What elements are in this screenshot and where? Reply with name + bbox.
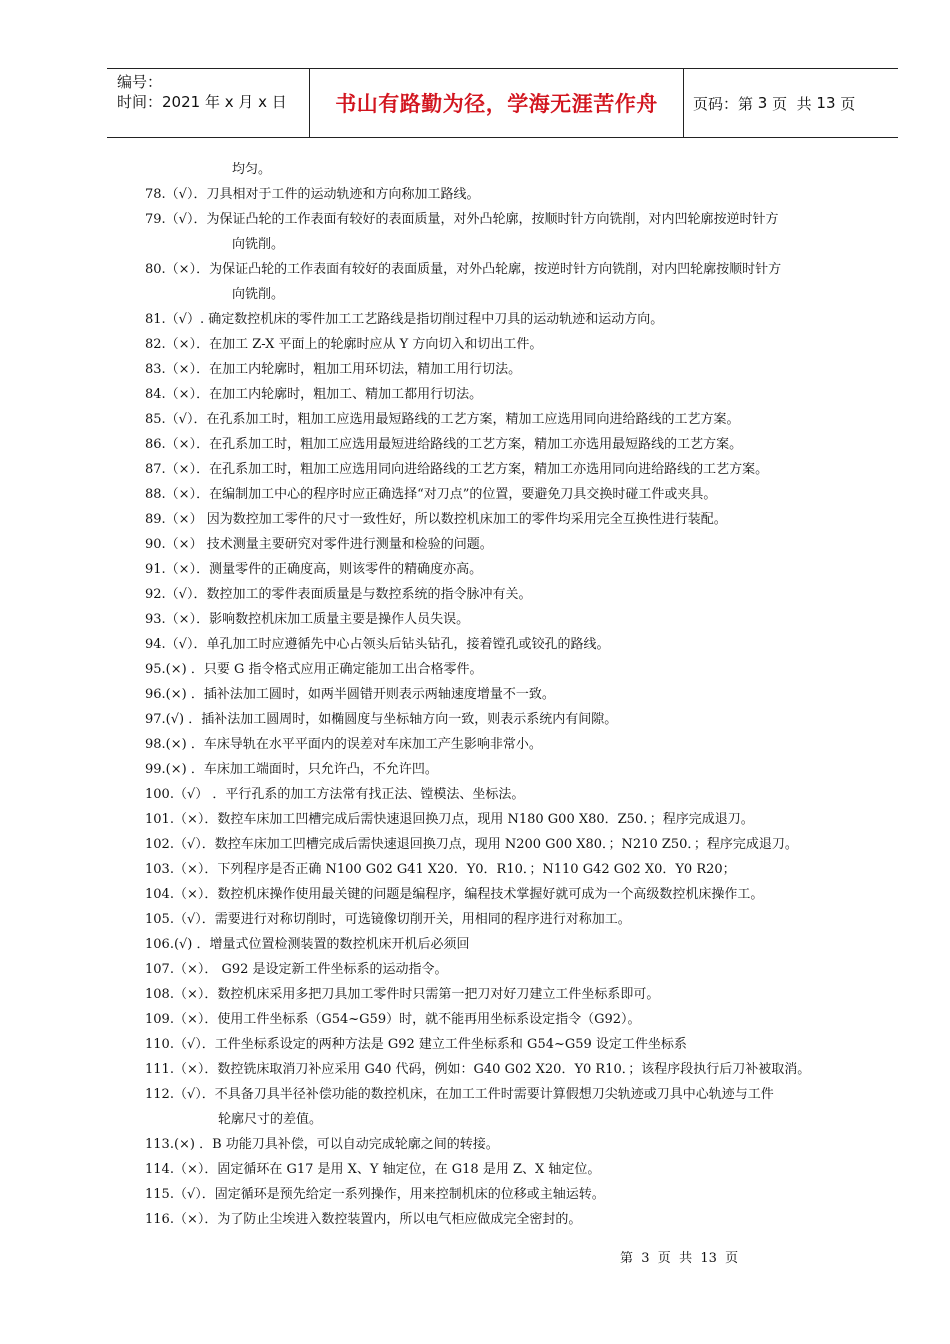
question-item: 114.（×）．固定循环在 G17 是用 X、Y 轴定位，在 G18 是用 Z、X 轴定位。 — [145, 1162, 601, 1177]
question-item: 100.（√） ．平行孔系的加工方法常有找正法、镗模法、坐标法。 — [145, 787, 525, 802]
page-prefix: 页码：第 — [693, 94, 758, 113]
question-item: 109.（×）．使用工件坐标系（G54~G59）时，就不能再用坐标系设定指令（G92）。 — [145, 1012, 641, 1027]
question-item: 115.（√）．固定循环是预先给定一系列操作，用来控制机床的位移或主轴运转。 — [145, 1187, 605, 1202]
continuation-line: 向铣削。 — [232, 237, 285, 252]
question-item: 80.（×）．为保证凸轮的工作表面有较好的表面质量，对外凸轮廓，按逆时针方向铣削，对内凹轮廓按顺时针方 — [145, 262, 782, 277]
question-item: 96.(×) ．插补法加工圆时，如两半圆错开则表示两轴速度增量不一致。 — [145, 687, 555, 702]
page-header — [107, 68, 898, 138]
question-item: 101.（×）．数控车床加工凹槽完成后需快速退回换刀点，现用 N180 G00 X80．Z50．；程序完成退刀。 — [145, 812, 754, 827]
question-item: 81.（√）. 确定数控机床的零件加工工艺路线是指切削过程中刀具的运动轨迹和运动方向。 — [145, 312, 664, 327]
question-item: 78.（√）．刀具相对于工件的运动轨迹和方向称加工路线。 — [145, 187, 480, 202]
question-item: 90.（×） 技术测量主要研究对零件进行测量和检验的问题。 — [145, 537, 493, 552]
question-item: 106.(√) ．增量式位置检测装置的数控机床开机后必须回 — [145, 937, 470, 952]
question-item: 105.（√）．需要进行对称切削时，可选镜像切削开关，用相同的程序进行对称加工。 — [145, 912, 631, 927]
question-item: 98.(×) ．车床导轨在水平平面内的误差对车床加工产生影响非常小。 — [145, 737, 542, 752]
page-current: 3 — [757, 94, 768, 112]
question-item: 85.（√）．在孔系加工时，粗加工应选用最短路线的工艺方案，精加工应选用同向进给路线的工艺方案。 — [145, 412, 740, 427]
question-item: 108.（×）．数控机床采用多把刀具加工零件时只需第一把刀对好刀建立工件坐标系即可。 — [145, 987, 660, 1002]
question-item: 79.（√）．为保证凸轮的工作表面有较好的表面质量，对外凸轮廓，按顺时针方向铣削，对内凹轮廓按逆时针方 — [145, 212, 779, 227]
header-motto: 书山有路勤为径，学海无涯苦作舟 — [310, 69, 684, 137]
question-item: 95.(×) ．只要 G 指令格式应用正确定能加工出合格零件。 — [145, 662, 483, 677]
question-item: 91.（×）．测量零件的正确度高，则该零件的精确度亦高。 — [145, 562, 483, 577]
question-item: 116.（×）．为了防止尘埃进入数控装置内，所以电气柜应做成完全密封的。 — [145, 1212, 582, 1227]
question-item: 84.（×）．在加工内轮廓时，粗加工、精加工都用行切法。 — [145, 387, 483, 402]
page-footer: 第 3 页 共 13 页 — [620, 1251, 739, 1266]
question-item: 83.（×）．在加工内轮廓时，粗加工用环切法，精加工用行切法。 — [145, 362, 522, 377]
question-item: 93.（×）．影响数控机床加工质量主要是操作人员失误。 — [145, 612, 470, 627]
question-item: 107.（×）． G92 是设定新工件坐标系的运动指令。 — [145, 962, 448, 977]
question-item: 104.（×）．数控机床操作使用最关键的问题是编程序，编程技术掌握好就可成为一个高级数控机床操作工。 — [145, 887, 764, 902]
question-item: 87.（×）．在孔系加工时，粗加工应选用同向进给路线的工艺方案，精加工亦选用同向进给路线的工艺方案。 — [145, 462, 769, 477]
question-item: 89.（×） 因为数控加工零件的尺寸一致性好，所以数控机床加工的零件均采用完全互换性进行装配。 — [145, 512, 727, 527]
page-total: 13 — [816, 94, 836, 112]
question-item: 97.(√) ．插补法加工圆周时，如椭圆度与坐标轴方向一致，则表示系统内有间隙。 — [145, 712, 618, 727]
document-number-label: 编号： — [117, 73, 163, 91]
question-item: 113.(×) ．B 功能刀具补偿，可以自动完成轮廓之间的转接。 — [145, 1137, 499, 1152]
question-item: 86.（×）．在孔系加工时，粗加工应选用最短进给路线的工艺方案，精加工亦选用最短路线的工艺方案。 — [145, 437, 743, 452]
header-meta — [107, 69, 310, 137]
question-item: 88.（×）．在编制加工中心的程序时应正确选择“对刀点”的位置，要避免刀具交换时碰工件或夹具。 — [145, 487, 717, 502]
continuation-line: 向铣削。 — [232, 287, 285, 302]
question-item: 92.（√）．数控加工的零件表面质量是与数控系统的指令脉冲有关。 — [145, 587, 532, 602]
continuation-line: 均匀。 — [232, 162, 272, 177]
continuation-line: 轮廓尺寸的差值。 — [218, 1112, 323, 1127]
document-time-label: 时间：2021 年 x 月 x 日 — [117, 93, 287, 111]
question-item: 102.（√）．数控车床加工凹槽完成后需快速退回换刀点，现用 N200 G00 X80．；N210 Z50．；程序完成退刀。 — [145, 837, 798, 852]
question-item: 103.（×）．下列程序是否正确 N100 G02 G41 X20．Y0．R10．；N110 G42 G02 X0．Y0 R20； — [145, 862, 736, 877]
question-item: 110.（√）．工件坐标系设定的两种方法是 G92 建立工件坐标系和 G54~G59 设定工件坐标系 — [145, 1037, 687, 1052]
question-item: 82.（×）．在加工 Z-X 平面上的轮廓时应从 Y 方向切入和切出工件。 — [145, 337, 543, 352]
header-page-info — [684, 69, 898, 137]
page-mid: 页 共 — [767, 94, 817, 113]
question-item: 112.（√）．不具备刀具半径补偿功能的数控机床，在加工工件时需要计算假想刀尖轨迹或刀具中心轨迹与工件 — [145, 1087, 774, 1102]
page-suffix: 页 — [835, 94, 856, 113]
question-item: 94.（√）．单孔加工时应遵循先中心占领头后钻头钻孔，接着镗孔或铰孔的路线。 — [145, 637, 610, 652]
question-item: 99.(×) ．车床加工端面时，只允许凸，不允许凹。 — [145, 762, 438, 777]
question-item: 111.（×）．数控铣床取消刀补应采用 G40 代码，例如：G40 G02 X20．Y0 R10．；该程序段执行后刀补被取消。 — [145, 1062, 811, 1077]
